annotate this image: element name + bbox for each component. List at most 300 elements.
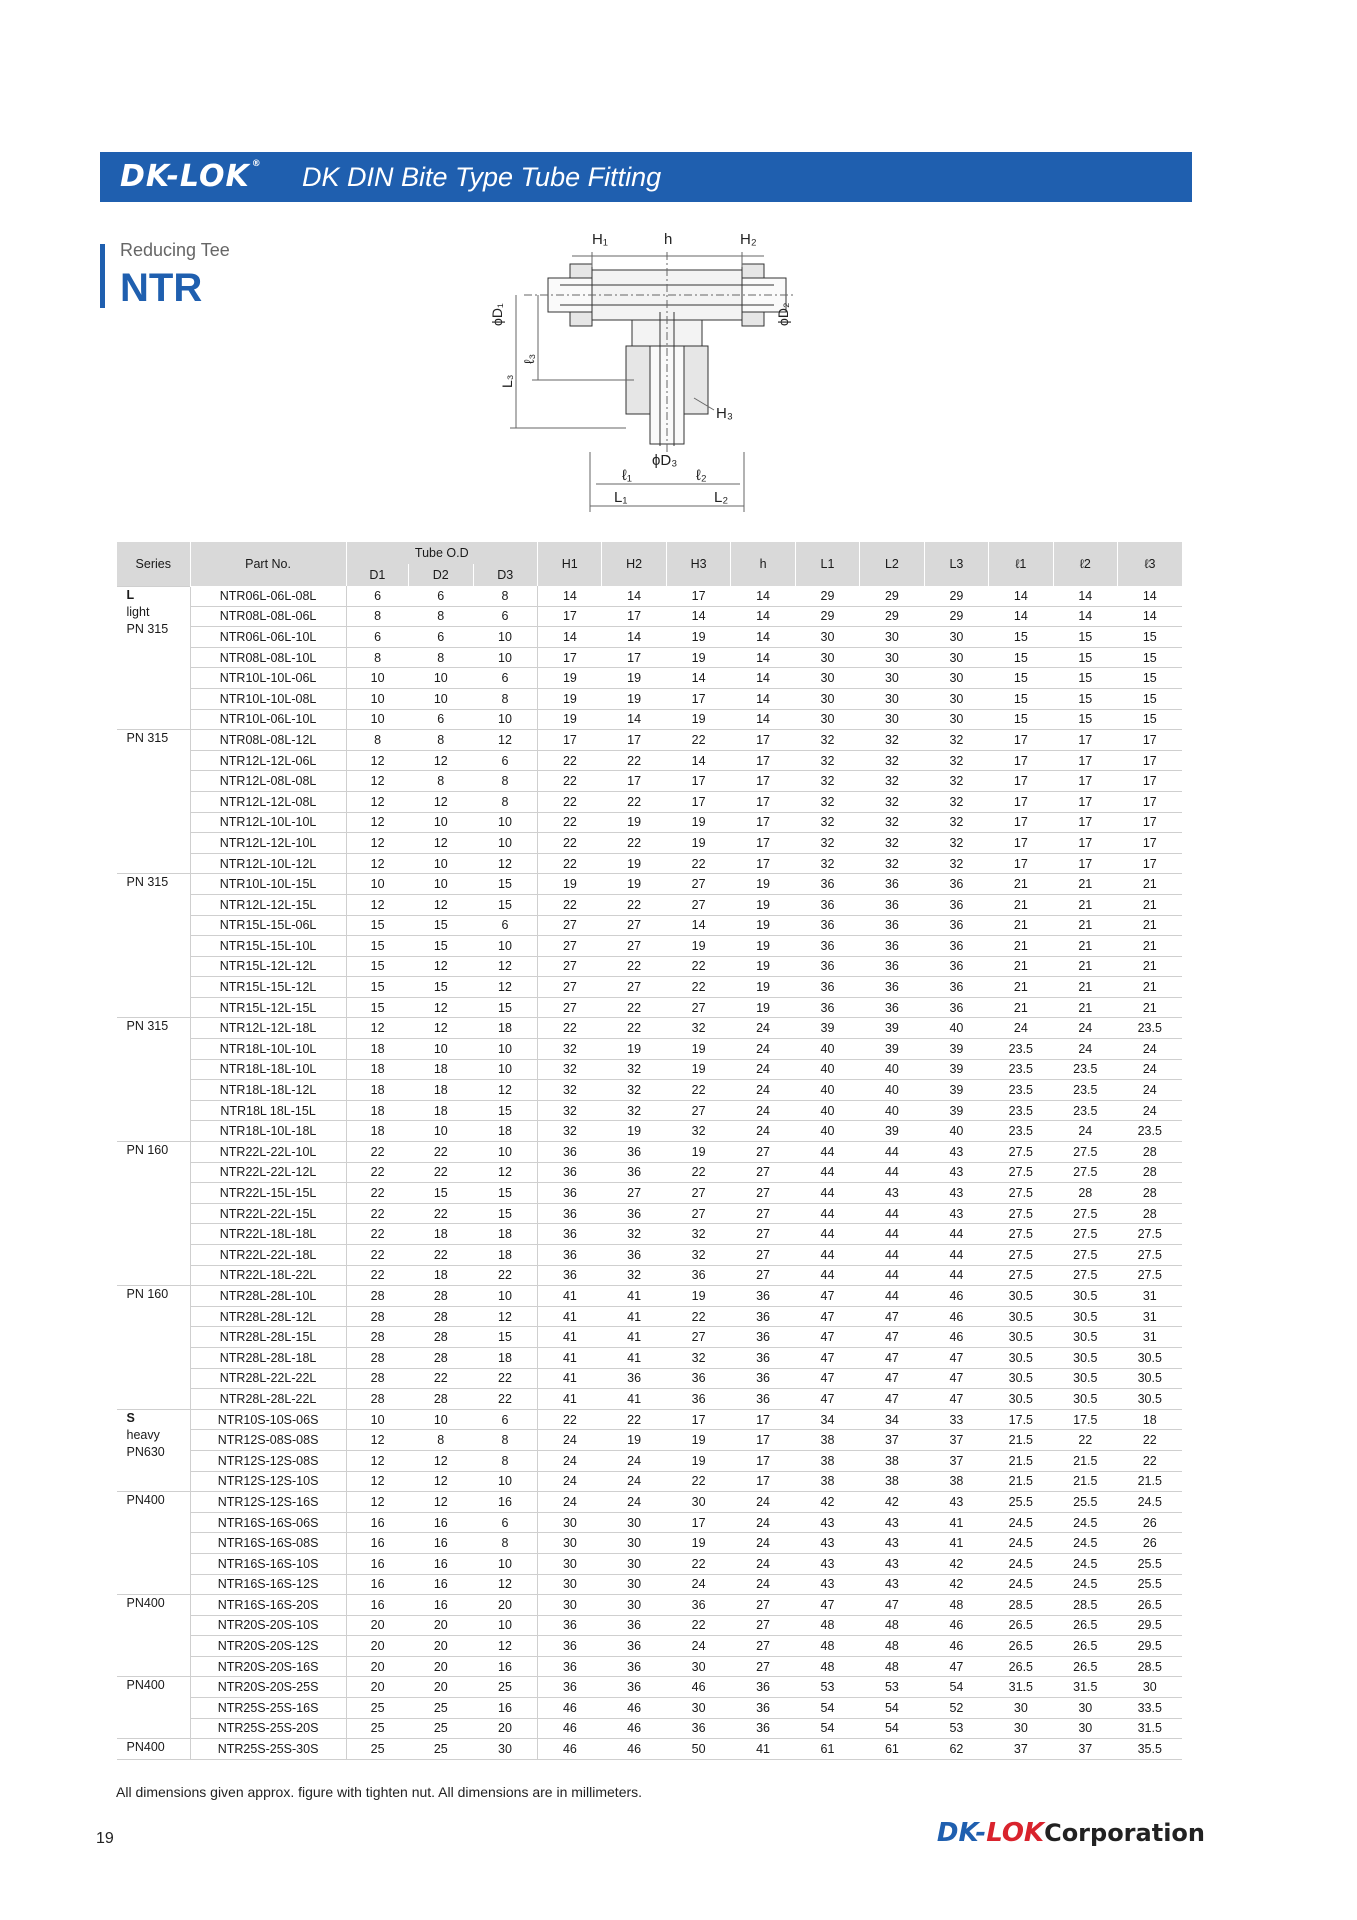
dimension-cell: 61 (795, 1739, 859, 1760)
label-l2: L₂ (714, 489, 729, 506)
dimension-cell: 17 (989, 812, 1053, 833)
dimension-cell: 30.5 (989, 1286, 1053, 1307)
dimension-cell: 10 (473, 1471, 537, 1492)
dimension-cell: 12 (409, 833, 473, 854)
dimension-cell: 27.5 (989, 1203, 1053, 1224)
dimension-cell: 30 (924, 688, 988, 709)
dimension-cell: 61 (860, 1739, 924, 1760)
dimension-cell: 24.5 (1053, 1574, 1117, 1595)
dimension-cell: 10 (346, 668, 408, 689)
dimension-cell: 30 (602, 1553, 666, 1574)
header-l3: L3 (924, 542, 988, 586)
dimension-cell: 10 (473, 647, 537, 668)
dimension-cell: 25 (346, 1718, 408, 1739)
dimension-cell: 44 (795, 1245, 859, 1266)
dimension-cell: 15 (409, 1183, 473, 1204)
dimension-cell: 36 (537, 1162, 601, 1183)
dimension-cell: 32 (860, 833, 924, 854)
dimension-cell: 26 (1118, 1533, 1182, 1554)
dimension-cell: 10 (473, 1615, 537, 1636)
dimension-cell: 31.5 (1053, 1677, 1117, 1698)
dimension-cell: 10 (346, 874, 408, 895)
table-row (117, 1636, 1183, 1657)
dimension-cell: 15 (346, 956, 408, 977)
dimension-cell: 17 (731, 1409, 795, 1430)
dimension-cell: 54 (924, 1677, 988, 1698)
dimension-cell: 30 (989, 1718, 1053, 1739)
dimension-cell: 17 (1118, 750, 1182, 771)
dimension-cell: 17 (989, 750, 1053, 771)
dimension-cell: 32 (795, 730, 859, 751)
dimension-cell: 36 (537, 1677, 601, 1698)
dimension-cell: 16 (346, 1574, 408, 1595)
series-cell (117, 1018, 191, 1142)
dimension-cell: 28 (409, 1306, 473, 1327)
dimension-cell: 30.5 (989, 1306, 1053, 1327)
dimension-cell: 24 (602, 1492, 666, 1513)
part-number-cell: NTR12S-12S-10S (190, 1471, 346, 1492)
dimension-cell: 27 (731, 1183, 795, 1204)
dimension-cell: 24 (731, 1492, 795, 1513)
dimension-cell: 32 (860, 791, 924, 812)
dimension-cell: 19 (666, 936, 730, 957)
dimension-cell: 47 (924, 1656, 988, 1677)
table-row (117, 812, 1183, 833)
dimension-cell: 17 (731, 730, 795, 751)
dimension-cell: 48 (924, 1595, 988, 1616)
dimension-cell: 32 (924, 791, 988, 812)
dimension-cell: 17 (537, 647, 601, 668)
dimension-cell: 28.5 (1053, 1595, 1117, 1616)
dimension-cell: 15 (989, 709, 1053, 730)
table-row (117, 1286, 1183, 1307)
dimension-cell: 17 (731, 750, 795, 771)
dimension-cell: 36 (924, 894, 988, 915)
dimension-cell: 47 (795, 1595, 859, 1616)
dimension-cell: 10 (409, 812, 473, 833)
dimension-cell: 43 (860, 1512, 924, 1533)
dimension-cell: 22 (1118, 1450, 1182, 1471)
part-number-cell: NTR28L-28L-22L (190, 1389, 346, 1410)
dimension-cell: 27 (602, 977, 666, 998)
series-label: PN630 (126, 1444, 165, 1459)
part-number-cell: NTR18L-18L-12L (190, 1080, 346, 1101)
dimension-cell: 28 (409, 1286, 473, 1307)
dimension-cell: 18 (473, 1121, 537, 1142)
dimension-cell: 26.5 (989, 1615, 1053, 1636)
dimension-cell: 36 (924, 977, 988, 998)
dimension-cell: 30 (666, 1698, 730, 1719)
table-row (117, 730, 1183, 751)
dimension-cell: 19 (666, 1450, 730, 1471)
dimension-cell: 32 (860, 812, 924, 833)
dimension-cell: 14 (731, 688, 795, 709)
dimension-cell: 23.5 (1053, 1059, 1117, 1080)
dimension-cell: 15 (473, 1203, 537, 1224)
table-row (117, 1409, 1183, 1430)
dimension-cell: 22 (473, 1265, 537, 1286)
dimension-cell: 12 (346, 1450, 408, 1471)
table-row (117, 1327, 1183, 1348)
catalog-title: DK DIN Bite Type Tube Fitting (302, 162, 662, 192)
dimension-cell: 15 (1118, 627, 1182, 648)
header-part-no: Part No. (190, 542, 346, 586)
dimension-cell: 30.5 (989, 1327, 1053, 1348)
dimension-cell: 24 (1053, 1121, 1117, 1142)
series-cell (117, 1739, 191, 1760)
dimension-cell: 12 (346, 771, 408, 792)
dimension-cell: 8 (473, 1533, 537, 1554)
dimension-cell: 30.5 (1118, 1389, 1182, 1410)
dimension-cell: 27.5 (1053, 1203, 1117, 1224)
dimension-cell: 22 (666, 1162, 730, 1183)
dimension-cell: 25.5 (989, 1492, 1053, 1513)
dimension-cell: 10 (409, 874, 473, 895)
dimension-cell: 36 (795, 874, 859, 895)
dimension-cell: 17 (989, 730, 1053, 751)
dimension-cell: 10 (473, 1059, 537, 1080)
dimension-cell: 39 (795, 1018, 859, 1039)
dimension-cell: 17 (1118, 771, 1182, 792)
dimension-cell: 8 (409, 647, 473, 668)
dimension-cell: 39 (860, 1039, 924, 1060)
dimension-cell: 22 (602, 791, 666, 812)
dimension-cell: 15 (473, 997, 537, 1018)
table-row (117, 1533, 1183, 1554)
dimension-cell: 21 (1118, 977, 1182, 998)
dimension-cell: 17 (666, 1512, 730, 1533)
dimension-cell: 46 (537, 1739, 601, 1760)
dimension-cell: 19 (666, 1142, 730, 1163)
dimension-cell: 10 (409, 1121, 473, 1142)
dimension-cell: 22 (537, 812, 601, 833)
series-label: PN400 (126, 1740, 165, 1755)
dimension-cell: 24 (666, 1574, 730, 1595)
dimension-cell: 32 (924, 771, 988, 792)
part-number-cell: NTR25S-25S-30S (190, 1739, 346, 1760)
dimension-cell: 24.5 (989, 1533, 1053, 1554)
dimension-cell: 30 (860, 647, 924, 668)
dimension-cell: 15 (1053, 709, 1117, 730)
dimension-cell: 16 (473, 1698, 537, 1719)
dimension-cell: 17 (731, 771, 795, 792)
part-number-cell: NTR28L-28L-12L (190, 1306, 346, 1327)
dimension-cell: 24 (537, 1450, 601, 1471)
dimension-cell: 30.5 (1053, 1327, 1117, 1348)
series-cell (117, 1492, 191, 1595)
dimension-cell: 24.5 (989, 1512, 1053, 1533)
dimension-cell: 8 (473, 791, 537, 812)
series-cell (117, 1142, 191, 1286)
part-number-cell: NTR10L-06L-10L (190, 709, 346, 730)
part-number-cell: NTR25S-25S-20S (190, 1718, 346, 1739)
series-label: PN 315 (126, 621, 169, 636)
dimension-cell: 30 (860, 688, 924, 709)
dimension-cell: 37 (924, 1430, 988, 1451)
dimension-cell: 22 (537, 1018, 601, 1039)
dimension-cell: 32 (860, 853, 924, 874)
dimension-cell: 24 (602, 1471, 666, 1492)
dimension-cell: 36 (924, 936, 988, 957)
dimension-cell: 32 (537, 1100, 601, 1121)
dimension-cell: 12 (409, 1018, 473, 1039)
dimension-cell: 15 (346, 915, 408, 936)
dimension-cell: 22 (409, 1142, 473, 1163)
dimension-cell: 29 (924, 606, 988, 627)
dimension-cell: 30 (795, 709, 859, 730)
dimension-cell: 21.5 (989, 1471, 1053, 1492)
dimension-cell: 24 (1053, 1018, 1117, 1039)
table-row (117, 709, 1183, 730)
dimension-cell: 27 (666, 874, 730, 895)
dimension-cell: 15 (1053, 668, 1117, 689)
dimension-cell: 19 (666, 1059, 730, 1080)
dimension-cell: 15 (473, 874, 537, 895)
dimension-cell: 43 (860, 1574, 924, 1595)
dimension-cell: 36 (666, 1595, 730, 1616)
part-number-cell: NTR22L-22L-18L (190, 1245, 346, 1266)
dimension-cell: 36 (602, 1636, 666, 1657)
dimension-cell: 21 (1118, 915, 1182, 936)
label-l1-small: ℓ₁ (622, 467, 632, 484)
dimension-cell: 36 (602, 1368, 666, 1389)
label-h: h (664, 231, 673, 248)
label-d1: ϕD₁ (489, 303, 505, 326)
dimension-table-body (117, 586, 1183, 1759)
dimension-cell: 25 (409, 1698, 473, 1719)
dimension-cell: 17 (602, 771, 666, 792)
dimension-cell: 32 (537, 1121, 601, 1142)
dimension-cell: 15 (1118, 709, 1182, 730)
table-row (117, 1450, 1183, 1471)
dimension-cell: 27 (666, 1183, 730, 1204)
dimension-cell: 8 (473, 771, 537, 792)
label-l3-small: ℓ₃ (521, 353, 537, 364)
part-number-cell: NTR16S-16S-06S (190, 1512, 346, 1533)
dimension-cell: 22 (473, 1389, 537, 1410)
dimension-cell: 43 (795, 1553, 859, 1574)
dimension-cell: 32 (666, 1018, 730, 1039)
dimension-cell: 47 (795, 1286, 859, 1307)
dimension-cell: 17 (1053, 750, 1117, 771)
dimension-cell: 14 (602, 709, 666, 730)
dimension-cell: 16 (346, 1553, 408, 1574)
table-row (117, 1039, 1183, 1060)
dimension-cell: 25.5 (1053, 1492, 1117, 1513)
part-number-cell: NTR18L-18L-10L (190, 1059, 346, 1080)
dimension-cell: 27.5 (989, 1142, 1053, 1163)
dimension-cell: 19 (602, 812, 666, 833)
dimension-cell: 27 (666, 997, 730, 1018)
dimension-cell: 30 (537, 1512, 601, 1533)
dimension-cell: 30 (795, 688, 859, 709)
dimension-cell: 24 (731, 1533, 795, 1554)
dimension-cell: 21 (989, 997, 1053, 1018)
dimension-cell: 12 (409, 791, 473, 812)
dimension-cell: 26.5 (989, 1636, 1053, 1657)
dimension-cell: 46 (602, 1698, 666, 1719)
dimension-cell: 22 (1053, 1430, 1117, 1451)
dimension-cell: 40 (924, 1018, 988, 1039)
dimension-cell: 14 (1118, 606, 1182, 627)
dimension-cell: 23.5 (1118, 1018, 1182, 1039)
dimension-cell: 22 (537, 771, 601, 792)
dimension-cell: 28 (1118, 1142, 1182, 1163)
dimension-cell: 41 (537, 1327, 601, 1348)
dimension-cell: 30 (924, 627, 988, 648)
dimension-cell: 27 (731, 1656, 795, 1677)
dimension-cell: 21.5 (989, 1430, 1053, 1451)
dimension-cell: 43 (795, 1574, 859, 1595)
table-row (117, 1080, 1183, 1101)
table-row (117, 956, 1183, 977)
dimension-cell: 10 (409, 853, 473, 874)
dimension-cell: 14 (731, 586, 795, 606)
dimension-cell: 36 (537, 1265, 601, 1286)
dimension-cell: 40 (795, 1100, 859, 1121)
dimension-cell: 28 (346, 1327, 408, 1348)
dimension-cell: 32 (602, 1100, 666, 1121)
dimension-cell: 21.5 (1118, 1471, 1182, 1492)
dimension-cell: 42 (795, 1492, 859, 1513)
series-label: PN 315 (126, 875, 169, 890)
dimension-cell: 44 (860, 1245, 924, 1266)
dimension-cell: 36 (537, 1245, 601, 1266)
dimension-cell: 10 (473, 709, 537, 730)
part-number-cell: NTR08L-08L-06L (190, 606, 346, 627)
dimension-cell: 15 (346, 936, 408, 957)
dimension-cell: 12 (473, 730, 537, 751)
dimension-cell: 36 (860, 997, 924, 1018)
dimension-cell: 12 (473, 1080, 537, 1101)
dimension-cell: 25 (409, 1718, 473, 1739)
dimension-cell: 27 (731, 1265, 795, 1286)
dimension-cell: 46 (602, 1718, 666, 1739)
dimension-cell: 27 (537, 997, 601, 1018)
dimension-cell: 24.5 (989, 1574, 1053, 1595)
dimension-cell: 15 (473, 1327, 537, 1348)
dimension-cell: 19 (666, 1533, 730, 1554)
table-row (117, 1389, 1183, 1410)
dimension-cell: 21 (1053, 956, 1117, 977)
dimension-cell: 32 (602, 1080, 666, 1101)
dimension-cell: 36 (602, 1245, 666, 1266)
dimension-cell: 46 (602, 1739, 666, 1760)
series-label: PN 315 (126, 1019, 169, 1034)
table-row (117, 688, 1183, 709)
dimension-cell: 24 (1118, 1059, 1182, 1080)
dimension-cell: 21.5 (1053, 1471, 1117, 1492)
dimension-cell: 6 (346, 627, 408, 648)
dimension-cell: 22 (537, 833, 601, 854)
dimension-cell: 6 (473, 1512, 537, 1533)
dimension-cell: 40 (795, 1039, 859, 1060)
dimension-cell: 6 (473, 668, 537, 689)
dimension-cell: 8 (409, 1430, 473, 1451)
dimension-cell: 30 (602, 1595, 666, 1616)
dimension-cell: 27 (731, 1615, 795, 1636)
dimension-cell: 12 (346, 1018, 408, 1039)
dimension-cell: 30.5 (1118, 1368, 1182, 1389)
dimension-cell: 21 (989, 874, 1053, 895)
dimension-cell: 24 (1118, 1080, 1182, 1101)
dimension-cell: 31 (1118, 1286, 1182, 1307)
table-row (117, 1121, 1183, 1142)
dimension-cell: 28 (409, 1389, 473, 1410)
page-number: 19 (96, 1830, 114, 1847)
dimension-cell: 14 (666, 606, 730, 627)
dimension-cell: 23.5 (989, 1039, 1053, 1060)
dimension-cell: 22 (409, 1203, 473, 1224)
dimension-cell: 14 (731, 668, 795, 689)
product-accent-bar (100, 244, 105, 308)
part-number-cell: NTR12S-12S-08S (190, 1450, 346, 1471)
dimension-cell: 22 (666, 853, 730, 874)
dimension-cell: 43 (924, 1492, 988, 1513)
table-row (117, 1492, 1183, 1513)
part-number-cell: NTR10L-10L-15L (190, 874, 346, 895)
dimension-cell: 27 (731, 1203, 795, 1224)
dimension-cell: 28 (346, 1286, 408, 1307)
dimension-cell: 22 (346, 1183, 408, 1204)
dimension-cell: 17 (731, 1430, 795, 1451)
dimension-cell: 18 (346, 1121, 408, 1142)
header-banner (100, 152, 1192, 202)
dimension-cell: 12 (346, 1430, 408, 1451)
part-number-cell: NTR16S-16S-08S (190, 1533, 346, 1554)
dimension-cell: 14 (989, 586, 1053, 606)
dimension-cell: 20 (346, 1636, 408, 1657)
dimension-cell: 30 (1053, 1698, 1117, 1719)
dimension-cell: 28 (409, 1347, 473, 1368)
dimension-cell: 47 (795, 1368, 859, 1389)
part-number-cell: NTR12L-12L-08L (190, 791, 346, 812)
dimension-cell: 27.5 (989, 1245, 1053, 1266)
dimension-cell: 46 (924, 1615, 988, 1636)
dimension-cell: 32 (602, 1224, 666, 1245)
dimension-cell: 22 (346, 1203, 408, 1224)
dimension-cell: 27 (537, 915, 601, 936)
dimension-cell: 36 (795, 894, 859, 915)
table-row (117, 1739, 1183, 1760)
dimension-cell: 23.5 (989, 1121, 1053, 1142)
dimension-cell: 17 (1118, 812, 1182, 833)
dimension-cell: 8 (346, 647, 408, 668)
dimension-cell: 28 (346, 1347, 408, 1368)
dimension-cell: 28 (346, 1368, 408, 1389)
dimension-cell: 36 (537, 1636, 601, 1657)
dimension-cell: 14 (731, 627, 795, 648)
dimension-cell: 53 (795, 1677, 859, 1698)
dimension-cell: 41 (537, 1286, 601, 1307)
dimension-cell: 39 (924, 1039, 988, 1060)
series-label: L (126, 587, 135, 602)
dimension-cell: 30.5 (1053, 1286, 1117, 1307)
dimension-cell: 36 (860, 936, 924, 957)
dimension-cell: 17 (666, 791, 730, 812)
dimension-cell: 15 (409, 977, 473, 998)
dimension-cell: 14 (537, 586, 601, 606)
dimension-cell: 53 (924, 1718, 988, 1739)
part-number-cell: NTR28L-22L-22L (190, 1368, 346, 1389)
dimension-cell: 30.5 (989, 1389, 1053, 1410)
dimension-cell: 42 (924, 1574, 988, 1595)
dimension-cell: 19 (666, 647, 730, 668)
dimension-cell: 23.5 (1053, 1080, 1117, 1101)
dimension-cell: 47 (795, 1389, 859, 1410)
label-d2: ϕD₂ (775, 302, 791, 326)
dimension-cell: 12 (473, 1636, 537, 1657)
